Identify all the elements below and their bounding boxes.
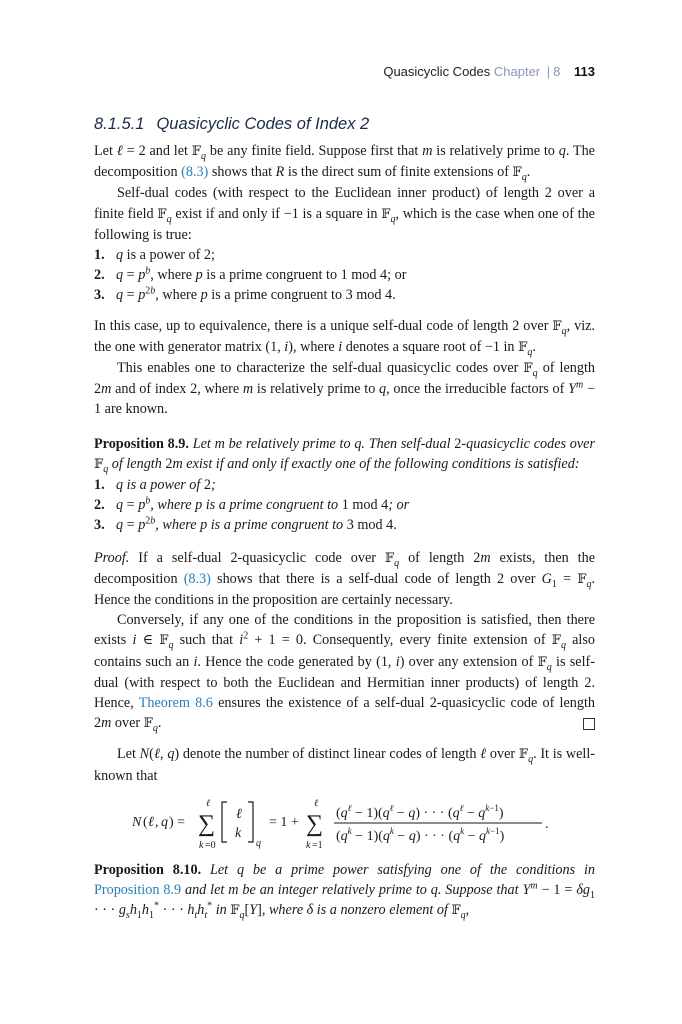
chapter-number: 8 xyxy=(553,64,561,79)
theorem-link[interactable]: Theorem 8.6 xyxy=(138,695,213,712)
list-item: 1. q is a power of 2; xyxy=(94,247,215,264)
svg-text:.: . xyxy=(545,816,549,832)
svg-text:,: , xyxy=(155,814,159,830)
gaussian-binomial-formula xyxy=(124,790,594,852)
proposition-link[interactable]: Proposition 8.9 xyxy=(94,882,182,899)
proof-label: Proof. xyxy=(94,549,130,566)
svg-text:q: q xyxy=(161,814,168,830)
list-item: 2. $q = p^b$, where p is a prime congruent to 1 mod 4; or xyxy=(94,495,410,514)
book-title: Quasicyclic Codes xyxy=(383,64,491,79)
running-head xyxy=(383,64,595,79)
proposition-label: Proposition 8.9. xyxy=(94,435,189,452)
page-number: 113 xyxy=(574,64,595,79)
svg-text:k: k xyxy=(235,825,242,841)
paragraph: Conversely, if any one of the conditions in the proposition is satisfied, then there exists i ∈ 𝔽$_q$ such that $i^2 + 1 = 0$. Consequently, every finite extension of 𝔽$_q$ also contains such an i. Hence the code generated by (1, i) over any extension of 𝔽$_q$ is self-dual (with respect to both the Euclidean and Hermitian inner products) of length 2. Hence, Theorem 8.6 ensures the existence of a self-dual 2-quasicyclic code of length 2m over 𝔽$_q$. xyxy=(94,612,596,735)
svg-text:(qℓ − 1)(qℓ − q) · · · (qℓ − q: $(q^\ell - 1)(q^\ell - q)$ · · · $(q^\ell - q^k-1)$ xyxy=(336,802,504,821)
proposition-8-9: Proposition 8.9. Let m be relatively prime to q. Then self-dual 2-quasicyclic codes over 𝔽$_q$ of length 2m exist if and only if exactly one of the following conditions is satisfied: xyxy=(94,435,596,475)
svg-text:(qk − 1)(qk − q) · · · (qk − q: $(q^k - 1)(q^k - q)$ · · · $(q^k - q^k-1)$ xyxy=(336,825,505,844)
svg-text:ℓ: ℓ xyxy=(148,814,154,830)
section-title: Quasicyclic Codes of Index 2 xyxy=(156,115,370,133)
header-separator: | xyxy=(546,64,551,79)
svg-text:k: k xyxy=(199,839,204,851)
list-item: 1. q is a power of 2; xyxy=(94,477,216,494)
proposition-8-10: Proposition 8.10. Let q be a prime power satisfying one of the conditions in Proposition 8.9 and let m be an integer relatively prime to q. Suppose that $Y^m - 1 = \delta g_1$ · · · $g_sh_1h_1^*$ · · · $h_th_t^*$ in 𝔽$_q$[Y], where δ is a nonzero element of 𝔽$_q$, xyxy=(94,861,596,922)
formula xyxy=(94,790,595,852)
chapter-label: Chapter xyxy=(493,64,541,79)
svg-text:ℓ: ℓ xyxy=(236,806,242,822)
svg-text:∑: ∑ xyxy=(198,810,216,837)
svg-text:N: N xyxy=(132,814,142,830)
section-number: 8.1.5.1 xyxy=(94,115,145,133)
list-item: 3. $q = p^{2b}$, where p is a prime congruent to 3 mod 4. xyxy=(94,285,396,304)
list-item: 2. $q = p^b$, where p is a prime congruent to 1 mod 4; or xyxy=(94,265,407,284)
svg-text:=1: =1 xyxy=(312,839,323,851)
svg-text:ℓ: ℓ xyxy=(206,797,211,809)
svg-text:q: q xyxy=(256,837,261,849)
svg-text:= 1 +: = 1 + xyxy=(269,814,299,830)
body-text xyxy=(94,141,595,922)
condition-list xyxy=(94,475,595,536)
svg-text:k: k xyxy=(306,839,311,851)
section-heading xyxy=(94,115,369,134)
paragraph: Self-dual codes (with respect to the Euclidean inner product) of length 2 over a finite field 𝔽$_q$ exist if and only if −1 is a square in 𝔽$_q$, which is the case when one of the following is true: xyxy=(94,185,595,243)
paragraph: Let ℓ = 2 and let 𝔽$_q$ be any finite field. Suppose first that m is relatively prime to q. The decomposition (8.3) shows that R is the direct sum of finite extensions of 𝔽$_q$. xyxy=(94,143,595,184)
equation-link[interactable]: (8.3) xyxy=(183,570,211,587)
paragraph: This enables one to characterize the self-dual quasicyclic codes over 𝔽$_q$ of length 2m and of index 2, where m is relatively prime to q, once the irreducible factors of $Y^m - 1$ are known. xyxy=(94,360,596,418)
condition-list xyxy=(94,245,595,306)
paragraph: In this case, up to equivalence, there is a unique self-dual code of length 2 over 𝔽$_q$, viz. the one with generator matrix (1, i), where i denotes a square root of −1 in 𝔽$_q$. xyxy=(94,317,595,358)
proposition-label: Proposition 8.10. xyxy=(94,861,202,878)
svg-text:) =: ) = xyxy=(169,814,186,830)
svg-text:(: ( xyxy=(143,814,148,830)
proof-paragraph: Proof. If a self-dual 2-quasicyclic code over 𝔽$_q$ of length 2m exists, then the decomposition (8.3) shows that there is a self-dual code of length 2 over $G_1$ = 𝔽$_q$. Hence the conditions in the proposition are certainly necessary. xyxy=(94,549,596,609)
list-item: 3. $q = p^{2b}$, where p is a prime congruent to 3 mod 4. xyxy=(94,515,397,534)
qed-symbol xyxy=(583,718,595,730)
equation-link[interactable]: (8.3) xyxy=(181,164,209,181)
paragraph: Let N(ℓ, q) denote the number of distinct linear codes of length ℓ over 𝔽$_q$. It is well-known that xyxy=(94,746,596,784)
svg-text:∑: ∑ xyxy=(306,810,324,837)
svg-text:=0: =0 xyxy=(205,839,216,851)
svg-text:ℓ: ℓ xyxy=(314,797,319,809)
